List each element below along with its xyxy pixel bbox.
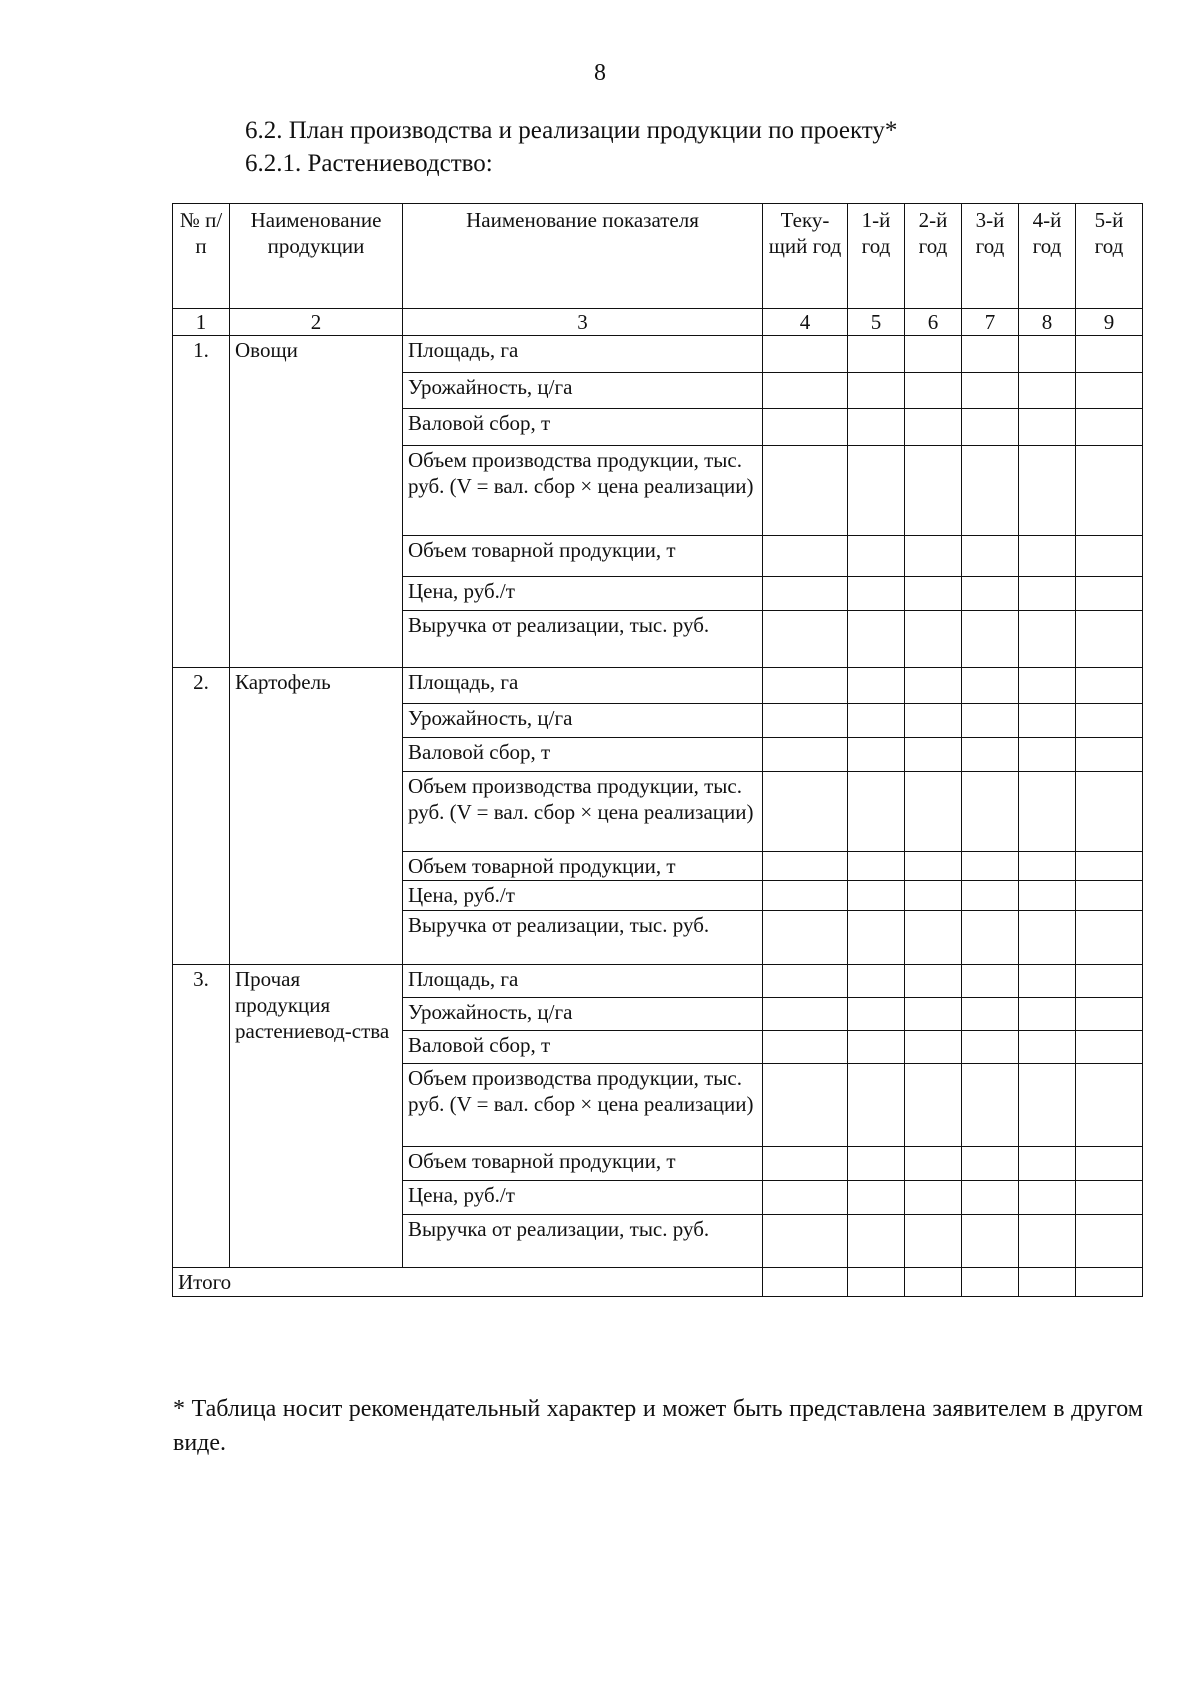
value-cell [962,1031,1019,1064]
header-year-4: 4-й год [1019,204,1076,309]
indicator-name: Цена, руб./т [403,881,763,911]
indicator-name: Объем товарной продукции, т [403,1147,763,1181]
column-number: 6 [905,309,962,336]
value-cell [1076,577,1143,611]
value-cell [1019,446,1076,536]
value-cell [848,1181,905,1215]
value-cell [763,1147,848,1181]
value-cell [1019,852,1076,881]
value-cell [763,881,848,911]
value-cell [962,409,1019,446]
table-header-row [173,204,1143,309]
value-cell [905,704,962,738]
value-cell [1019,611,1076,668]
value-cell [1019,1215,1076,1268]
value-cell [905,577,962,611]
value-cell [1076,911,1143,965]
value-cell [905,998,962,1031]
value-cell [763,611,848,668]
header-current-year: Теку-щий год [763,204,848,309]
value-cell [1019,772,1076,852]
value-cell [848,852,905,881]
value-cell [962,1147,1019,1181]
value-cell [1019,409,1076,446]
header-year-5: 5-й год [1076,204,1143,309]
value-cell [848,536,905,577]
value-cell [962,911,1019,965]
value-cell [848,409,905,446]
value-cell [848,446,905,536]
header-indicator: Наименование показателя [403,204,763,309]
value-cell [905,611,962,668]
value-cell [1076,409,1143,446]
value-cell [848,998,905,1031]
indicator-name: Валовой сбор, т [403,1031,763,1064]
subsection-title: 6.2.1. Растениеводство: [245,150,493,177]
section-title: 6.2. План производства и реализации продукции по проекту* [245,117,898,144]
value-cell [848,668,905,704]
value-cell [905,409,962,446]
value-cell [848,373,905,409]
total-value-cell [1019,1268,1076,1297]
value-cell [905,965,962,998]
value-cell [848,881,905,911]
value-cell [905,1031,962,1064]
total-value-cell [848,1268,905,1297]
value-cell [763,1215,848,1268]
value-cell [905,1147,962,1181]
column-number: 7 [962,309,1019,336]
value-cell [962,772,1019,852]
value-cell [1019,1031,1076,1064]
value-cell [848,704,905,738]
value-cell [1076,738,1143,772]
value-cell [1019,373,1076,409]
page-number: 8 [594,60,606,86]
value-cell [962,1064,1019,1147]
indicator-name: Объем производства продукции, тыс. руб. (V = вал. сбор × цена реализации) [403,1064,763,1147]
value-cell [1076,336,1143,373]
value-cell [905,911,962,965]
value-cell [763,965,848,998]
value-cell [962,852,1019,881]
value-cell [1019,577,1076,611]
value-cell [1076,536,1143,577]
value-cell [1076,446,1143,536]
group-number: 1. [173,336,230,668]
footnote: * Таблица носит рекомендательный характер и может быть представлена заявителем в другом виде. [173,1396,1143,1456]
header-product: Наименование продукции [230,204,403,309]
value-cell [1076,611,1143,668]
value-cell [1019,704,1076,738]
value-cell [1019,881,1076,911]
value-cell [848,772,905,852]
value-cell [1076,704,1143,738]
value-cell [962,611,1019,668]
value-cell [763,1064,848,1147]
indicator-name: Объем производства продукции, тыс. руб. (V = вал. сбор × цена реализации) [403,446,763,536]
value-cell [1019,998,1076,1031]
production-plan-table [172,203,1143,1297]
value-cell [1076,668,1143,704]
value-cell [848,911,905,965]
value-cell [1076,1031,1143,1064]
value-cell [1019,1181,1076,1215]
value-cell [1076,373,1143,409]
column-number: 8 [1019,309,1076,336]
value-cell [848,1031,905,1064]
indicator-name: Площадь, га [403,336,763,373]
header-year-2: 2-й год [905,204,962,309]
value-cell [962,336,1019,373]
value-cell [763,998,848,1031]
value-cell [763,1181,848,1215]
total-label: Итого [173,1268,763,1297]
value-cell [1076,998,1143,1031]
value-cell [905,738,962,772]
value-cell [1019,1064,1076,1147]
value-cell [1076,881,1143,911]
value-cell [848,1215,905,1268]
value-cell [763,577,848,611]
value-cell [905,446,962,536]
value-cell [848,1147,905,1181]
value-cell [905,1181,962,1215]
total-value-cell [1076,1268,1143,1297]
table-row [173,965,1143,998]
value-cell [1019,536,1076,577]
value-cell [905,881,962,911]
column-number: 1 [173,309,230,336]
column-number-row [173,309,1143,336]
group-number: 3. [173,965,230,1268]
total-value-cell [763,1268,848,1297]
indicator-name: Цена, руб./т [403,1181,763,1215]
value-cell [763,446,848,536]
value-cell [962,668,1019,704]
value-cell [848,611,905,668]
total-value-cell [905,1268,962,1297]
value-cell [848,738,905,772]
value-cell [763,911,848,965]
value-cell [962,1215,1019,1268]
value-cell [962,738,1019,772]
indicator-name: Урожайность, ц/га [403,704,763,738]
indicator-name: Урожайность, ц/га [403,998,763,1031]
value-cell [1076,772,1143,852]
value-cell [1019,738,1076,772]
value-cell [1076,1064,1143,1147]
value-cell [1019,668,1076,704]
column-number: 5 [848,309,905,336]
indicator-name: Площадь, га [403,965,763,998]
value-cell [962,881,1019,911]
indicator-name: Площадь, га [403,668,763,704]
value-cell [962,998,1019,1031]
column-number: 9 [1076,309,1143,336]
indicator-name: Объем производства продукции, тыс. руб. (V = вал. сбор × цена реализации) [403,772,763,852]
value-cell [962,965,1019,998]
indicator-name: Выручка от реализации, тыс. руб. [403,611,763,668]
value-cell [962,536,1019,577]
table-row [173,668,1143,704]
indicator-name: Объем товарной продукции, т [403,536,763,577]
value-cell [763,738,848,772]
product-name: Картофель [230,668,403,965]
header-year-1: 1-й год [848,204,905,309]
value-cell [905,1215,962,1268]
total-row [173,1268,1143,1297]
value-cell [763,1031,848,1064]
indicator-name: Урожайность, ц/га [403,373,763,409]
value-cell [1076,1147,1143,1181]
value-cell [1076,1181,1143,1215]
value-cell [1019,336,1076,373]
header-no: № п/п [173,204,230,309]
product-name: Овощи [230,336,403,668]
value-cell [905,852,962,881]
indicator-name: Валовой сбор, т [403,738,763,772]
value-cell [905,668,962,704]
value-cell [962,577,1019,611]
table-row [173,336,1143,373]
indicator-name: Цена, руб./т [403,577,763,611]
value-cell [763,668,848,704]
group-number: 2. [173,668,230,965]
value-cell [1019,965,1076,998]
value-cell [848,965,905,998]
value-cell [1019,911,1076,965]
value-cell [1076,1215,1143,1268]
value-cell [962,446,1019,536]
total-value-cell [962,1268,1019,1297]
value-cell [848,577,905,611]
column-number: 4 [763,309,848,336]
value-cell [763,772,848,852]
column-number: 2 [230,309,403,336]
value-cell [905,1064,962,1147]
column-number: 3 [403,309,763,336]
indicator-name: Объем товарной продукции, т [403,852,763,881]
value-cell [905,536,962,577]
value-cell [763,704,848,738]
indicator-name: Выручка от реализации, тыс. руб. [403,1215,763,1268]
value-cell [962,373,1019,409]
value-cell [763,373,848,409]
value-cell [905,373,962,409]
value-cell [763,409,848,446]
value-cell [1076,965,1143,998]
value-cell [763,536,848,577]
value-cell [848,336,905,373]
value-cell [1019,1147,1076,1181]
value-cell [763,852,848,881]
value-cell [905,336,962,373]
indicator-name: Валовой сбор, т [403,409,763,446]
value-cell [848,1064,905,1147]
value-cell [905,772,962,852]
value-cell [962,704,1019,738]
indicator-name: Выручка от реализации, тыс. руб. [403,911,763,965]
value-cell [763,336,848,373]
product-name: Прочая продукция растениевод-ства [230,965,403,1268]
value-cell [1076,852,1143,881]
header-year-3: 3-й год [962,204,1019,309]
value-cell [962,1181,1019,1215]
